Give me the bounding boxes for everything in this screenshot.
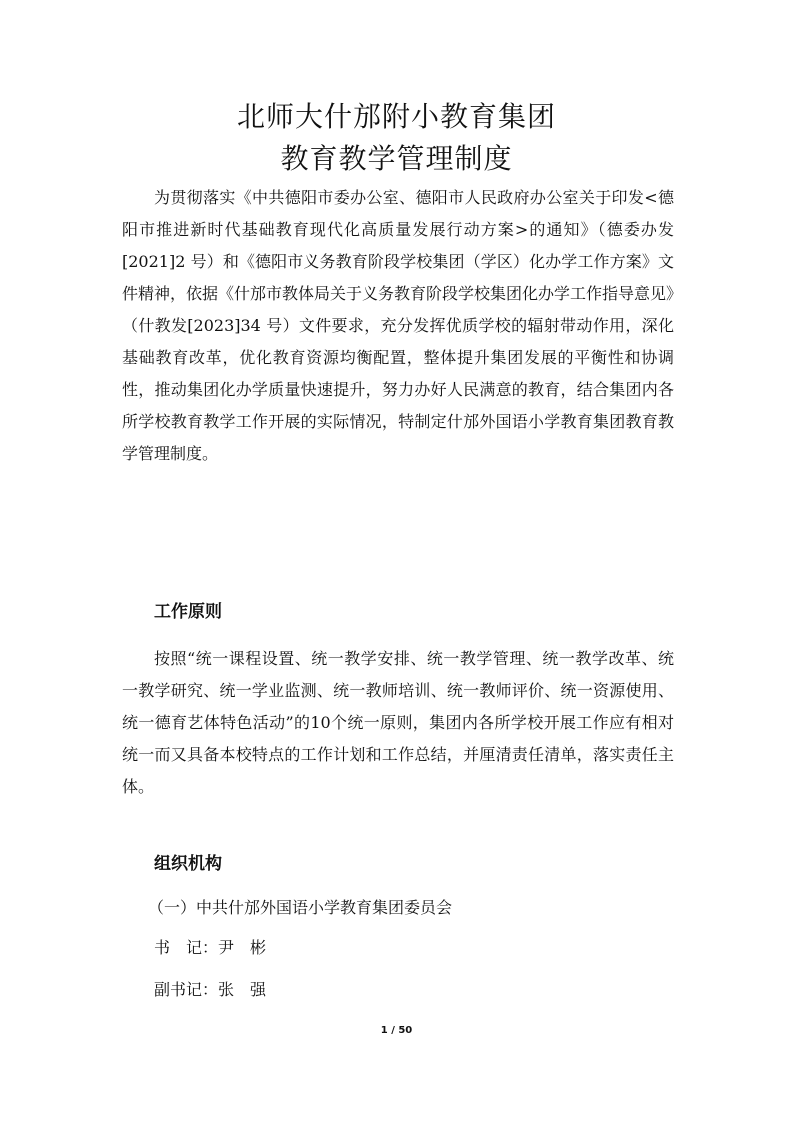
- document-title-line2: 教育教学管理制度: [280, 142, 513, 175]
- page-number: 1 / 50: [380, 1025, 413, 1036]
- intro-paragraph: 为贯彻落实《中共德阳市委办公室、德阳市人民政府办公室关于印发<德阳市推进新时代基础教育现代化高质量发展行动方案>的通知》（德委办发[2021]2 号）和《德阳市义务教育阶段学校集团（学区）化办学工作方案》文件精神，依据《什邡市教体局关于义务教育阶段学校集团化办学工作指导意见》（什教发[2023]34 号）文件要求，充分发挥优质学校的辐射带动作用，深化基础教育改革，优化教育资源均衡配置，整体提升集团发展的平衡性和协调性，推动集团化办学质量快速提升，努力办好人民满意的教育，结合集团内各所学校教育教学工作开展的实际情况，特制定什邡外国语小学教育集团教育教学管理制度。: [122, 188, 675, 463]
- document-title-line1: 北师大什邡附小教育集团: [236, 100, 556, 133]
- deputy-secretary-line: 副书记：张 强: [154, 980, 267, 999]
- section-heading-organization: 组织机构: [154, 854, 222, 874]
- principles-paragraph: 按照“统一课程设置、统一教学安排、统一教学管理、统一教学改革、统一教学研究、统一学业监测、统一教师培训、统一教师评价、统一资源使用、统一德育艺体特色活动”的10个统一原则，集团内各所学校开展工作应有相对统一而又具备本校特点的工作计划和工作总结，并厘清责任清单，落实责任主体。: [122, 649, 674, 796]
- secretary-line: 书 记：尹 彬: [154, 938, 267, 957]
- committee-line: （一）中共什邡外国语小学教育集团委员会: [148, 898, 453, 917]
- section-heading-principles: 工作原则: [154, 602, 222, 622]
